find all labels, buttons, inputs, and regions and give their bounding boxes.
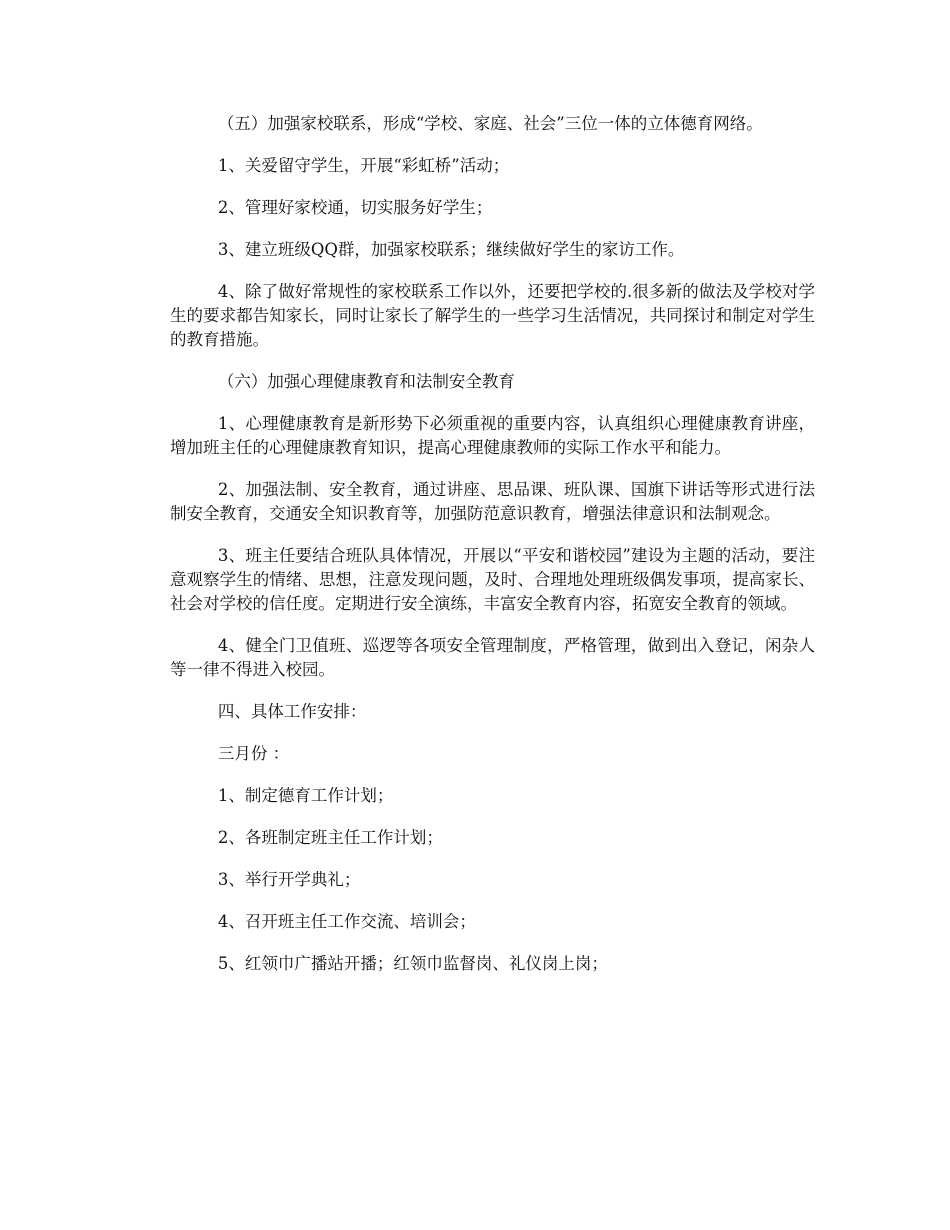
list-item: 5、红领巾广播站开播；红领巾监督岗、礼仪岗上岗； <box>217 954 608 973</box>
list-item: 1、制定德育工作计划； <box>217 786 394 805</box>
section-heading-4: 四、具体工作安排： <box>217 702 367 721</box>
list-item: 3、班主任要结合班队具体情况，开展以“平安和谐校园”建设为主题的活动，要注意观察学生的情绪、思想，注意发现问题，及时、合理地处理班级偶发事项，提高家长、社会对学校的信任度。定期进行安全演练，丰富安全教育内容，拓宽安全教育的领域。 <box>170 546 815 613</box>
list-item: 3、建立班级QQ群，加强家校联系；继续做好学生的家访工作。 <box>217 240 685 259</box>
month-heading: 三月份 ： <box>217 744 290 763</box>
list-item: 3、举行开学典礼； <box>217 870 361 889</box>
section-heading-6: （六）加强心理健康教育和法制安全教育 <box>217 372 515 391</box>
list-item: 4、除了做好常规性的家校联系工作以外，还要把学校的.很多新的做法及学校对学生的要求都告知家长，同时让家长了解学生的一些学习生活情况，共同探讨和制定对学生的教育措施。 <box>170 282 815 349</box>
list-item: 2、各班制定班主任工作计划； <box>217 828 443 847</box>
list-item: 2、加强法制、安全教育，通过讲座、思品课、班队课、国旗下讲话等形式进行法制安全教育，交通安全知识教育等，加强防范意识教育，增强法律意识和法制观念。 <box>170 480 815 523</box>
section-heading-5: （五）加强家校联系，形成“学校、家庭、社会”三位一体的立体德育网络。 <box>217 114 763 133</box>
list-item: 4、健全门卫值班、巡逻等各项安全管理制度，严格管理，做到出入登记，闲杂人等一律不得进入校园。 <box>170 636 815 679</box>
list-item: 1、关爱留守学生，开展“彩虹桥”活动； <box>217 156 510 175</box>
list-item: 1、心理健康教育是新形势下必须重视的重要内容，认真组织心理健康教育讲座，增加班主任的心理健康教育知识，提高心理健康教师的实际工作水平和能力。 <box>170 414 815 457</box>
list-item: 4、召开班主任工作交流、培训会； <box>217 912 476 931</box>
document-body <box>170 112 815 994</box>
list-item: 2、管理好家校通，切实服务好学生； <box>217 198 493 217</box>
